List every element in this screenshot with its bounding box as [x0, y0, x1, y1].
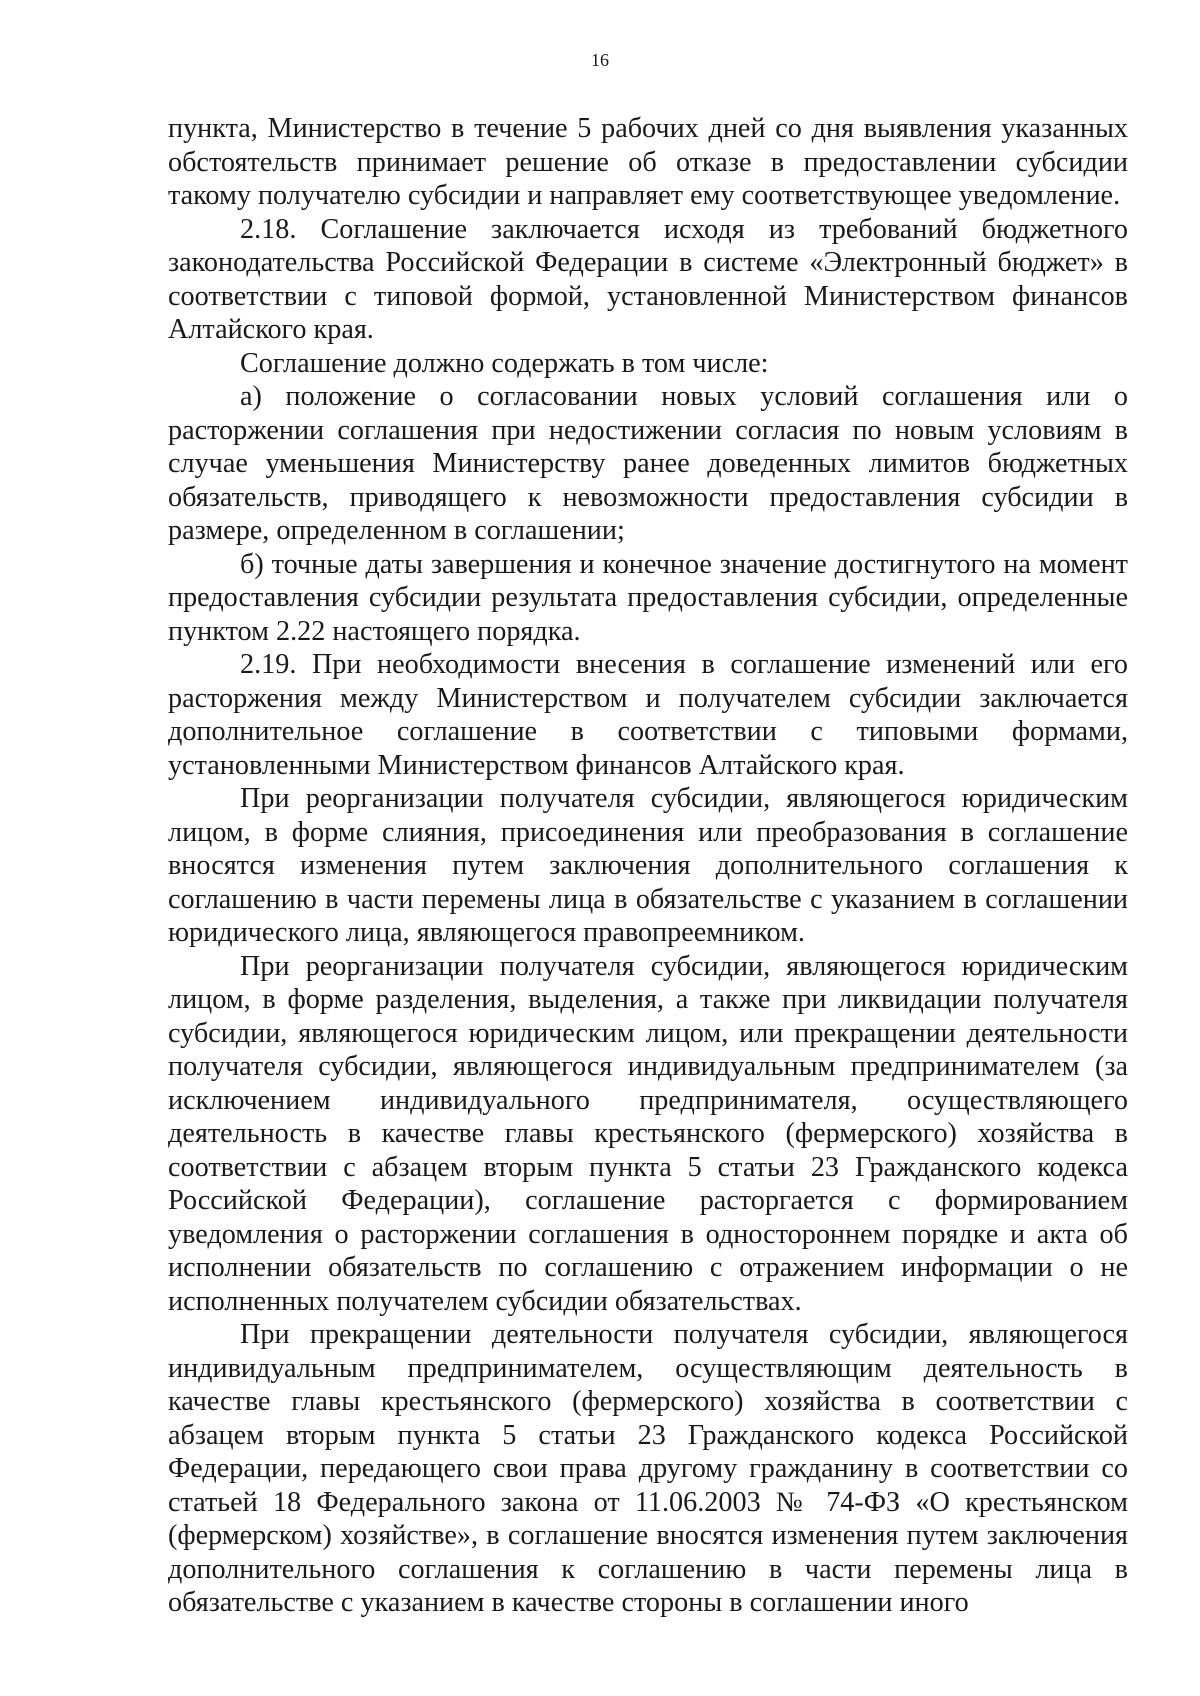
paragraph: пункта, Министерство в течение 5 рабочих дней со дня выявления указанных обстоятельств принимает решение об отказе в предоставлении субсидии такому получателю субсидии и направляет ему соответствующее уведомление. — [168, 113, 1128, 211]
paragraph: При реорганизации получателя субсидии, являющегося юридическим лицом, в форме слияния, присоединения или преобразования в соглашение вносятся изменения путем заключения дополнительного соглашения к соглашению в части перемены лица в обязательстве с указанием в соглашении юридического лица, являющегося правопреемником. — [168, 783, 1128, 948]
paragraph: 2.18. Соглашение заключается исходя из требований бюджетного законодательства Российской Федерации в системе «Электронный бюджет» в соответствии с типовой формой, установленной Министерством финансов Алтайского края. — [168, 213, 1128, 345]
paragraph: При прекращении деятельности получателя субсидии, являющегося индивидуальным предпринимателем, осуществляющим деятельность в качестве главы крестьянского (фермерского) хозяйства в соответствии с абзацем вторым пункта 5 статьи 23 Гражданского кодекса Российской Федерации, передающего свои права другому гражданину в соответствии со статьей 18 Федерального закона от 11.06.2003 № 74-ФЗ «О крестьянском (фермерском) хозяйстве», в соглашение вносятся изменения путем заключения дополнительного соглашения к соглашению в части перемены лица в обязательстве с указанием в качестве стороны в соглашении иного — [168, 1319, 1128, 1618]
document-body — [168, 112, 1128, 1620]
paragraph: 2.19. При необходимости внесения в соглашение изменений или его расторжения между Министерством и получателем субсидии заключается дополнительное соглашение в соответствии с типовыми формами, установленными Министерством финансов Алтайского края. — [168, 649, 1128, 781]
paragraph: б) точные даты завершения и конечное значение достигнутого на момент предоставления субсидии результата предоставления субсидии, определенные пунктом 2.22 настоящего порядка. — [168, 548, 1128, 647]
paragraph: Соглашение должно содержать в том числе: — [240, 347, 769, 379]
page-number: 16 — [591, 50, 609, 70]
paragraph: а) положение о согласовании новых условий соглашения или о расторжении соглашения при недостижении согласия по новым условиям в случае уменьшения Министерству ранее доведенных лимитов бюджетных обязательств, приводящего к невозможности предоставления субсидии в размере, определенном в соглашении; — [168, 381, 1128, 546]
paragraph: При реорганизации получателя субсидии, являющегося юридическим лицом, в форме разделения, выделения, а также при ликвидации получателя субсидии, являющегося юридическим лицом, или прекращении деятельности получателя субсидии, являющегося индивидуальным предпринимателем (за исключением индивидуального предпринимателя, осуществляющего деятельность в качестве главы крестьянского (фермерского) хозяйства в соответствии с абзацем вторым пункта 5 статьи 23 Гражданского кодекса Российской Федерации), соглашение расторгается с формированием уведомления о расторжении соглашения в одностороннем порядке и акта об исполнении обязательств по соглашению с отражением информации о не исполненных получателем субсидии обязательствах. — [168, 950, 1128, 1317]
